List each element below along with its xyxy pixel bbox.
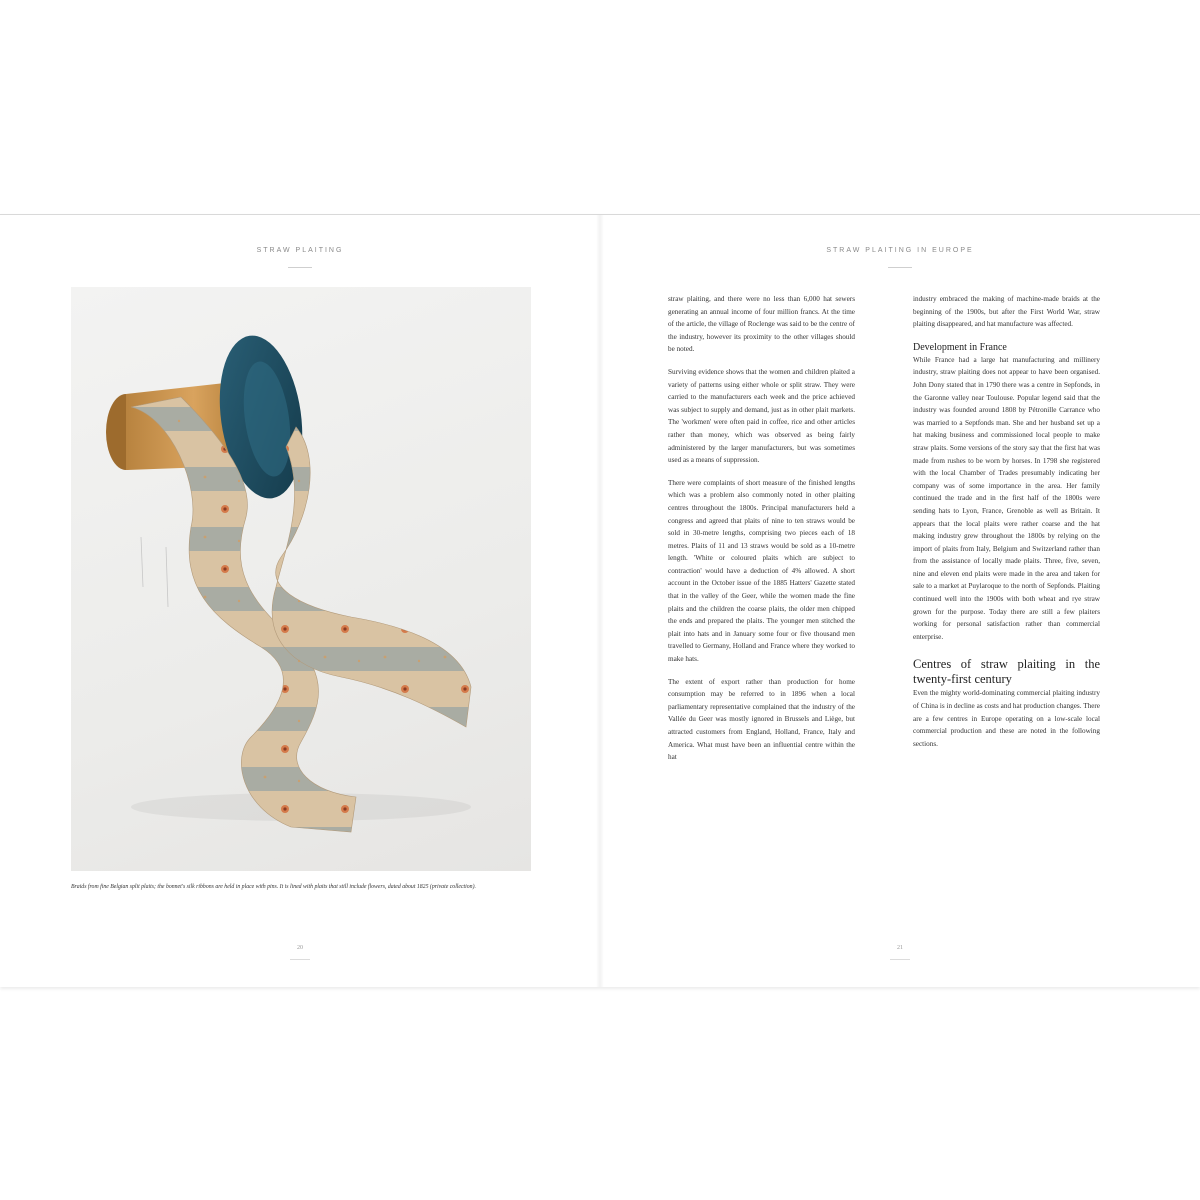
photo-caption: Braids from fine Belgian split plaits; the bonnet's silk ribbons are held in place with pins. It is lined with plaits that still include flowers, dated about 1825 (private collection). (71, 884, 476, 890)
section-heading: Centres of straw plaiting in the twenty-first century (913, 657, 1100, 687)
running-head-left: STRAW PLAITING (256, 247, 344, 254)
text-column-1 (668, 293, 855, 774)
page-number-left: 20 (297, 945, 303, 951)
book-spread (0, 214, 1200, 987)
paragraph: Even the mighty world-dominating commercial plaiting industry of China is in decline as costs and hat production changes. There are a few centres in Europe operating on a low-scale local commercial production and these are noted in the following sections. (913, 689, 1100, 748)
right-page (600, 215, 1200, 987)
left-page (0, 215, 600, 987)
straw-bonnet-illustration (71, 287, 531, 871)
running-head-rule-right (888, 267, 912, 268)
folio-rule-right (890, 959, 910, 960)
paragraph: Surviving evidence shows that the women and children plaited a variety of patterns using either whole or split straw. They were carried to the manufacturers each week and the price achieved was subject to supply and demand, just as in other plait markets. The 'workmen' were often paid in coffee, rice and other articles rather than money, which was observed as being fairly administered by the larger manufacturers, but was sometimes used as a means of suppression. (668, 367, 855, 465)
folio-rule-left (290, 959, 310, 960)
running-head-rule-left (288, 267, 312, 268)
paragraph: While France had a large hat manufacturing and millinery industry, straw plaiting does not appear to have been organised. John Dony stated that in 1790 there was a centre in Sepfonds, in the Garonne valley near Toulouse. Popular legend said that the industry was founded around 1808 by Pétronille Carrance who was married to a Septfonds man. She and her husband set up a hat making business and commissioned local people to make straw plaits. Some versions of the story say that the first hat was made from rushes to be worn by horses. In 1798 she registered with the local Chamber of Trades presumably indicating her company was of some importance in the area. Her family continued the trade and in the first half of the 1800s were sending hats to Lyon, France, Grenoble as well as Britain. It appears that the local plaits were rather coarse and the hat making industry grew throughout the 1800s by relying on the import of plaits from Italy, Belgium and Switzerland rather than from the assistance of locally made plaits. Three, five, seven, nine and eleven end plaits were made in the area and taken for sale to a market at Puylaroque to the north of Sepfonds. Plaiting continued well into the 1900s with both wheat and rye straw grown for the purpose. Today there are still a few plaiters working for personal satisfaction rather than commercial enterprise. (913, 355, 1100, 641)
paragraph: industry embraced the making of machine-made braids at the beginning of the 1900s, but after the First World War, straw plaiting disappeared, and hat manufacture was affected. (913, 295, 1100, 329)
bonnet-photo (71, 287, 531, 871)
section-heading: Development in France (913, 341, 1007, 353)
paragraph: straw plaiting, and there were no less than 6,000 hat sewers generating an annual income of four million francs. At the time of the article, the village of Roclenge was said to be the centre of the industry, however its proximity to the other villages should be noted. (668, 295, 855, 354)
paragraph: The extent of export rather than production for home consumption may be referred to in 1896 when a local parliamentary representative complained that the industry of the Vallée du Geer was mostly ignored in Brussels and Liège, but attracted customers from England, Holland, France, Italy and America. What must have been an influential centre within the hat (668, 677, 855, 762)
page-number-right: 21 (897, 945, 903, 951)
running-head-right: STRAW PLAITING IN EUROPE (826, 247, 974, 254)
text-column-2 (913, 293, 1100, 760)
paragraph: There were complaints of short measure of the finished lengths which was a problem also commonly noted in other plaiting centres throughout the 1800s. Principal manufacturers held a congress and agreed that plaits of nine to ten straws would be sold in 30-metre lengths, comprising two pieces each of 18 metres. Plaits of 11 and 13 straws would be sold as a 10-metre length. 'White or coloured plaits which are subject to contraction' would have a deduction of 4% allowed. A short account in the October issue of the 1885 Hatters' Gazette stated that in the valley of the Geer, while the women made the fine plaits and the children the coarse plaits, the older men chipped the ends and prepared the plaits. The younger men stitched the plait into hats and in January some four or five thousand men travelled to Germany, Holland and France where they worked to make hats. (668, 478, 855, 664)
